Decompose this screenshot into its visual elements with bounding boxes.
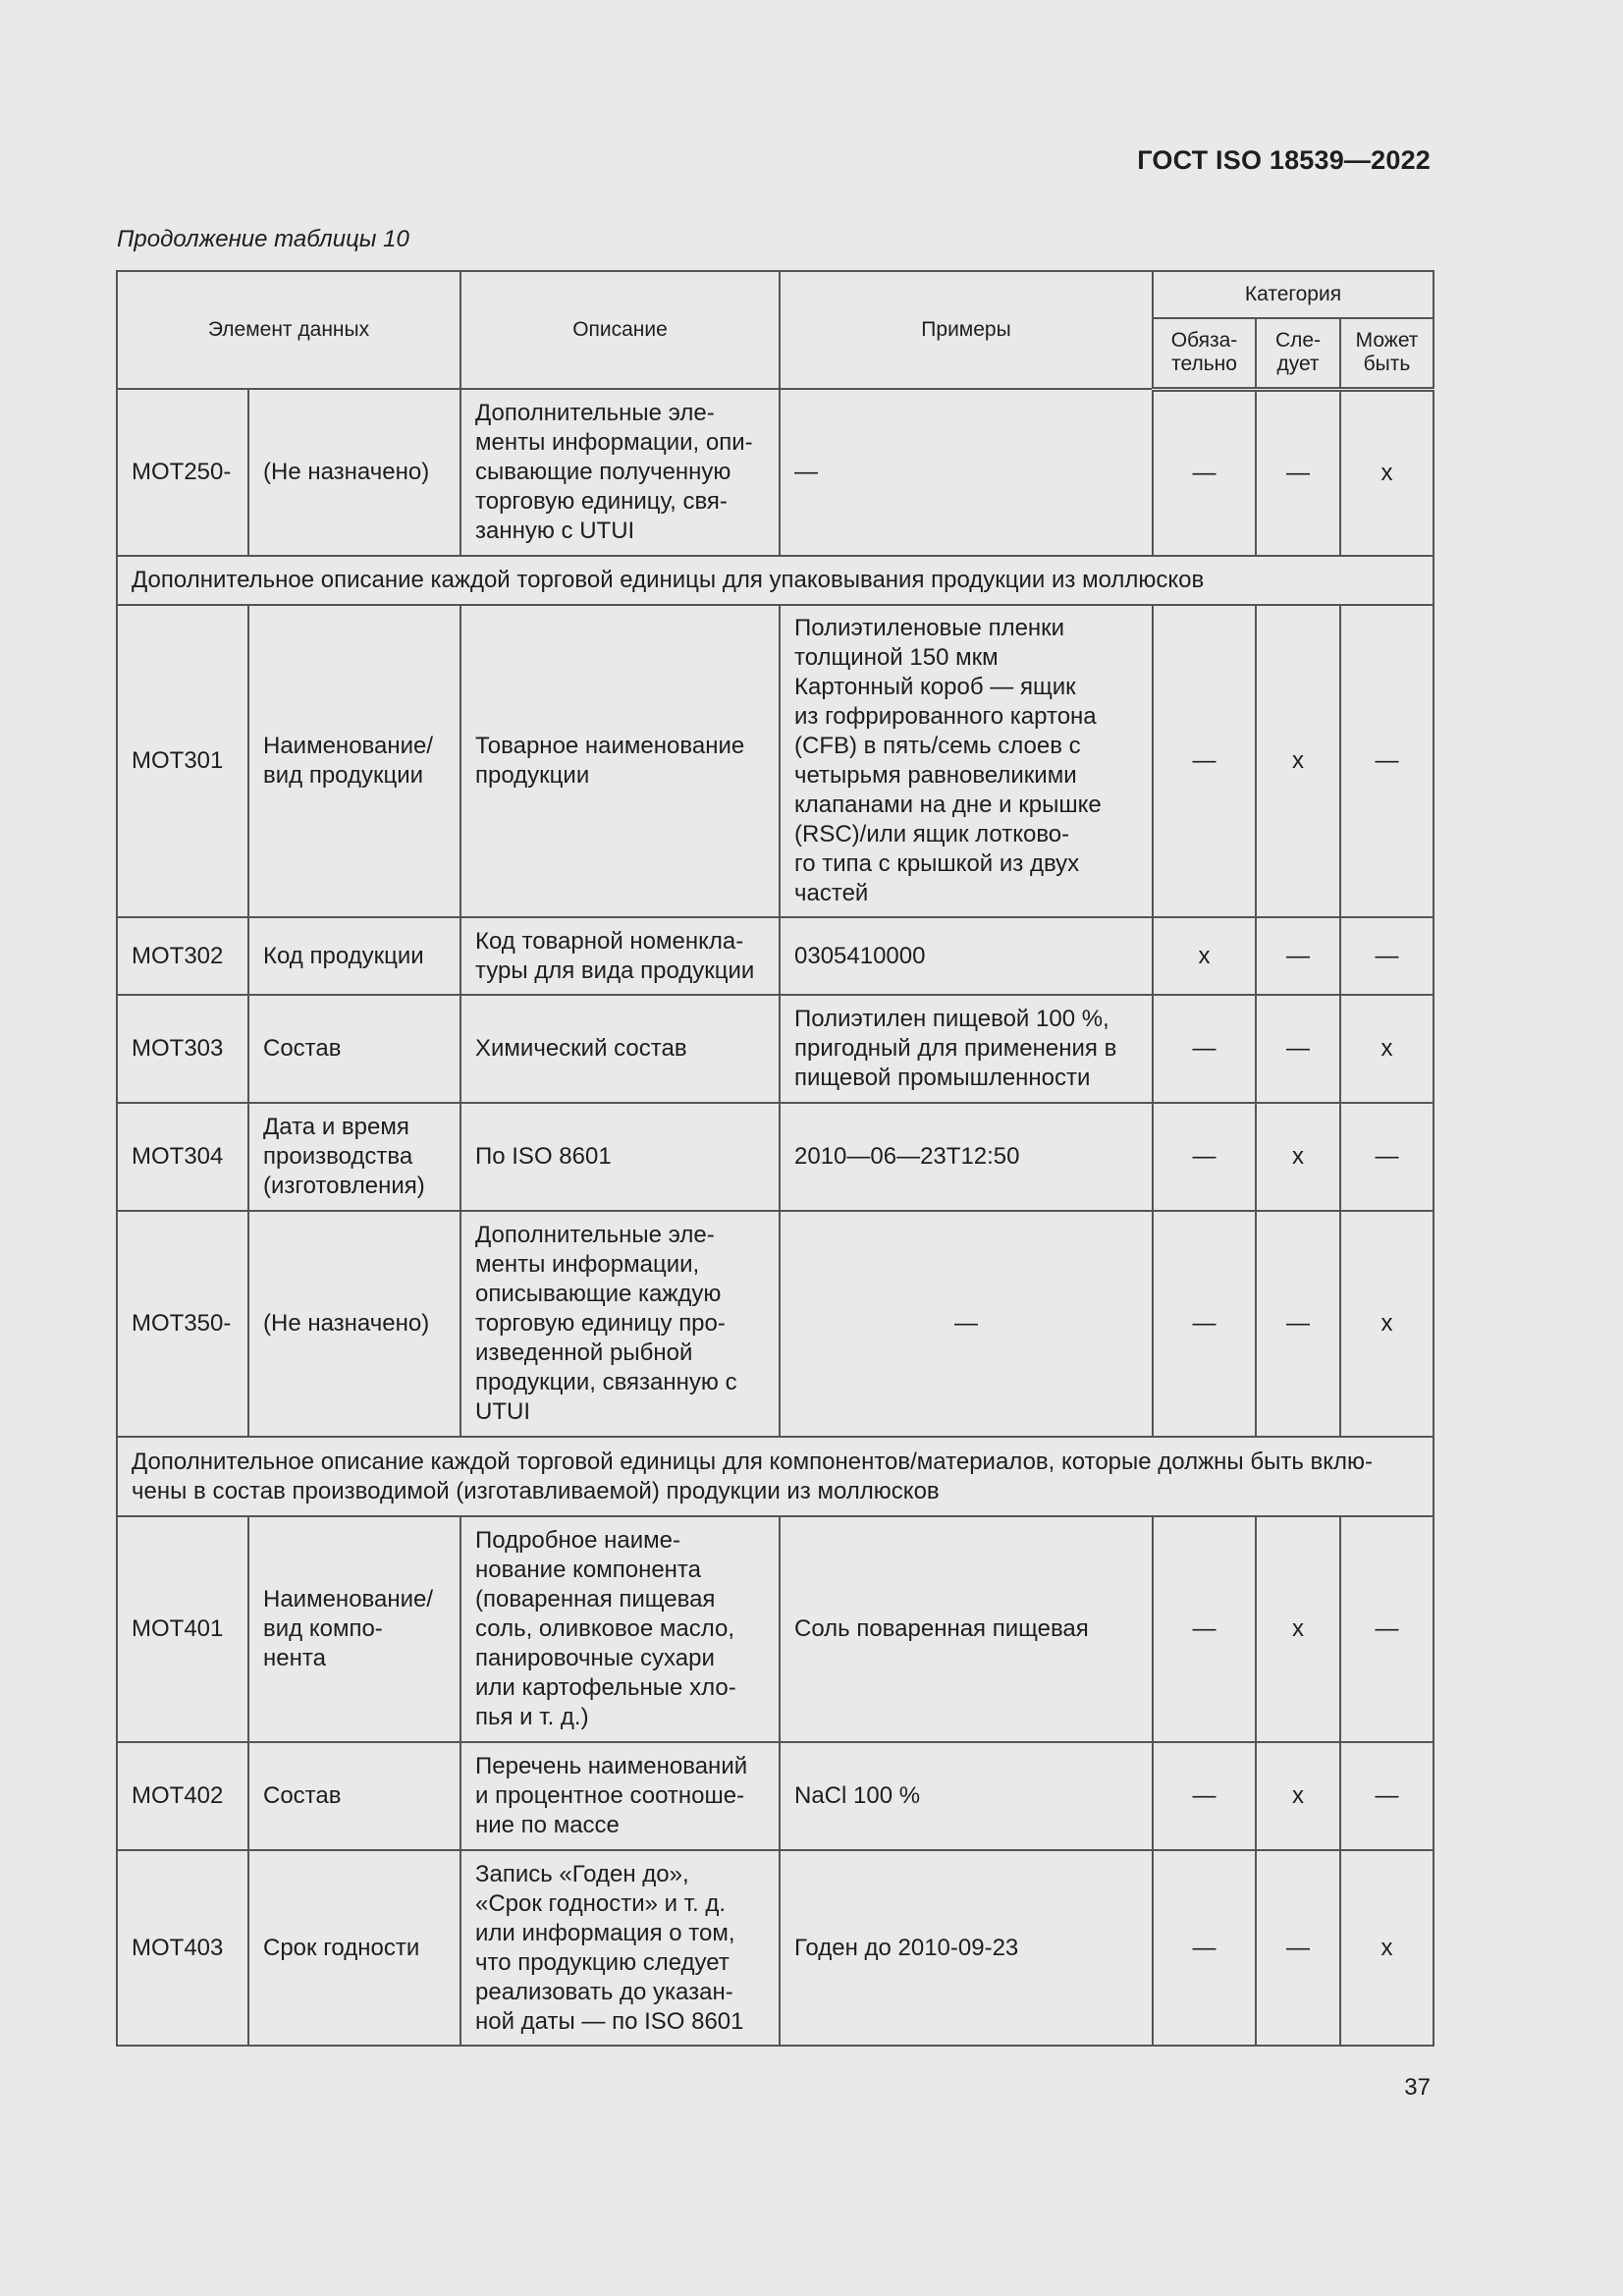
category-should: x xyxy=(1256,605,1340,917)
category-mandatory: x xyxy=(1153,917,1256,995)
table-body xyxy=(117,389,1434,2046)
table-row xyxy=(117,995,1434,1103)
category-mandatory: — xyxy=(1153,995,1256,1103)
category-may: — xyxy=(1340,605,1434,917)
category-may: x xyxy=(1340,1850,1434,2046)
category-should: — xyxy=(1256,1850,1340,2046)
table-row xyxy=(117,1516,1434,1742)
table-row xyxy=(117,1103,1434,1211)
category-mandatory: — xyxy=(1153,605,1256,917)
element-description: Код товарной номенкла- туры для вида продукции xyxy=(460,917,780,995)
element-name: Наименование/ вид продукции xyxy=(248,605,460,917)
category-may: x xyxy=(1340,1211,1434,1437)
category-should: x xyxy=(1256,1516,1340,1742)
element-code: MOT303 xyxy=(117,995,248,1103)
section-title: Дополнительное описание каждой торговой единицы для упаковывания продукции из моллюсков xyxy=(117,556,1434,605)
table-row xyxy=(117,389,1434,556)
category-should: — xyxy=(1256,1211,1340,1437)
element-example: Полиэтиленовые пленки толщиной 150 мкм Картонный короб — ящик из гофрированного картона (CFB) в пять/семь слоев с четырьмя равновеликими клапанами на дне и крышке (RSC)/или ящик лотково- го типа с крышкой из двух частей xyxy=(780,605,1153,917)
element-description: Дополнительные эле- менты информации, описывающие каждую торговую единицу про- изведенной рыбной продукции, связанную с UTUI xyxy=(460,1211,780,1437)
header-should: Сле- дует xyxy=(1256,318,1340,389)
section-row xyxy=(117,556,1434,605)
element-description: Дополнительные эле- менты информации, опи- сывающие полученную торговую единицу, свя- занную с UTUI xyxy=(460,389,780,556)
category-mandatory: — xyxy=(1153,1850,1256,2046)
section-title: Дополнительное описание каждой торговой единицы для компонентов/материалов, которые должны быть вклю- чены в состав производимой (изготавливаемой) продукции из моллюсков xyxy=(117,1437,1434,1516)
category-should: — xyxy=(1256,917,1340,995)
header-may: Может быть xyxy=(1340,318,1434,389)
table-row xyxy=(117,605,1434,917)
element-name: Срок годности xyxy=(248,1850,460,2046)
element-name: (Не назначено) xyxy=(248,1211,460,1437)
element-example: — xyxy=(780,1211,1153,1437)
category-mandatory: — xyxy=(1153,1103,1256,1211)
category-should: x xyxy=(1256,1103,1340,1211)
element-example: Годен до 2010-09-23 xyxy=(780,1850,1153,2046)
element-name: Состав xyxy=(248,1742,460,1850)
element-code: MOT304 xyxy=(117,1103,248,1211)
element-name: Код продукции xyxy=(248,917,460,995)
element-name: (Не назначено) xyxy=(248,389,460,556)
element-example: — xyxy=(780,389,1153,556)
element-example: NaCl 100 % xyxy=(780,1742,1153,1850)
element-description: Запись «Годен до», «Срок годности» и т. д. или информация о том, что продукцию следует реализовать до указан- ной даты — по ISO 8601 xyxy=(460,1850,780,2046)
category-may: x xyxy=(1340,995,1434,1103)
element-code: MOT301 xyxy=(117,605,248,917)
category-may: x xyxy=(1340,389,1434,556)
element-code: MOT250- xyxy=(117,389,248,556)
element-example: 2010—06—23T12:50 xyxy=(780,1103,1153,1211)
category-mandatory: — xyxy=(1153,1516,1256,1742)
element-code: MOT401 xyxy=(117,1516,248,1742)
header-description: Описание xyxy=(460,271,780,389)
table-caption: Продолжение таблицы 10 xyxy=(117,226,409,252)
table-row xyxy=(117,1742,1434,1850)
category-should: — xyxy=(1256,995,1340,1103)
element-name: Наименование/ вид компо- нента xyxy=(248,1516,460,1742)
category-mandatory: — xyxy=(1153,389,1256,556)
header-category: Категория xyxy=(1153,271,1434,318)
element-description: Химический состав xyxy=(460,995,780,1103)
category-should: x xyxy=(1256,1742,1340,1850)
table-row xyxy=(117,1850,1434,2046)
element-example: Полиэтилен пищевой 100 %, пригодный для применения в пищевой промышленности xyxy=(780,995,1153,1103)
category-should: — xyxy=(1256,389,1340,556)
data-elements-table xyxy=(116,270,1434,2047)
section-row xyxy=(117,1437,1434,1516)
element-description: Подробное наиме- нование компонента (поваренная пищевая соль, оливковое масло, панировочные сухари или картофельные хло- пья и т. д.) xyxy=(460,1516,780,1742)
table-row xyxy=(117,917,1434,995)
element-code: MOT402 xyxy=(117,1742,248,1850)
header-mandatory: Обяза- тельно xyxy=(1153,318,1256,389)
element-description: По ISO 8601 xyxy=(460,1103,780,1211)
category-may: — xyxy=(1340,917,1434,995)
category-may: — xyxy=(1340,1103,1434,1211)
element-description: Товарное наименование продукции xyxy=(460,605,780,917)
category-mandatory: — xyxy=(1153,1211,1256,1437)
element-description: Перечень наименований и процентное соотноше- ние по массе xyxy=(460,1742,780,1850)
table-row xyxy=(117,1211,1434,1437)
page-number: 37 xyxy=(1404,2074,1431,2101)
category-may: — xyxy=(1340,1742,1434,1850)
element-name: Состав xyxy=(248,995,460,1103)
element-example: 0305410000 xyxy=(780,917,1153,995)
category-mandatory: — xyxy=(1153,1742,1256,1850)
element-name: Дата и время производства (изготовления) xyxy=(248,1103,460,1211)
document-code: ГОСТ ISO 18539—2022 xyxy=(1137,145,1431,175)
header-element: Элемент данных xyxy=(117,271,460,389)
element-code: MOT302 xyxy=(117,917,248,995)
header-examples: Примеры xyxy=(780,271,1153,389)
element-code: MOT403 xyxy=(117,1850,248,2046)
element-example: Соль поваренная пищевая xyxy=(780,1516,1153,1742)
element-code: MOT350- xyxy=(117,1211,248,1437)
category-may: — xyxy=(1340,1516,1434,1742)
